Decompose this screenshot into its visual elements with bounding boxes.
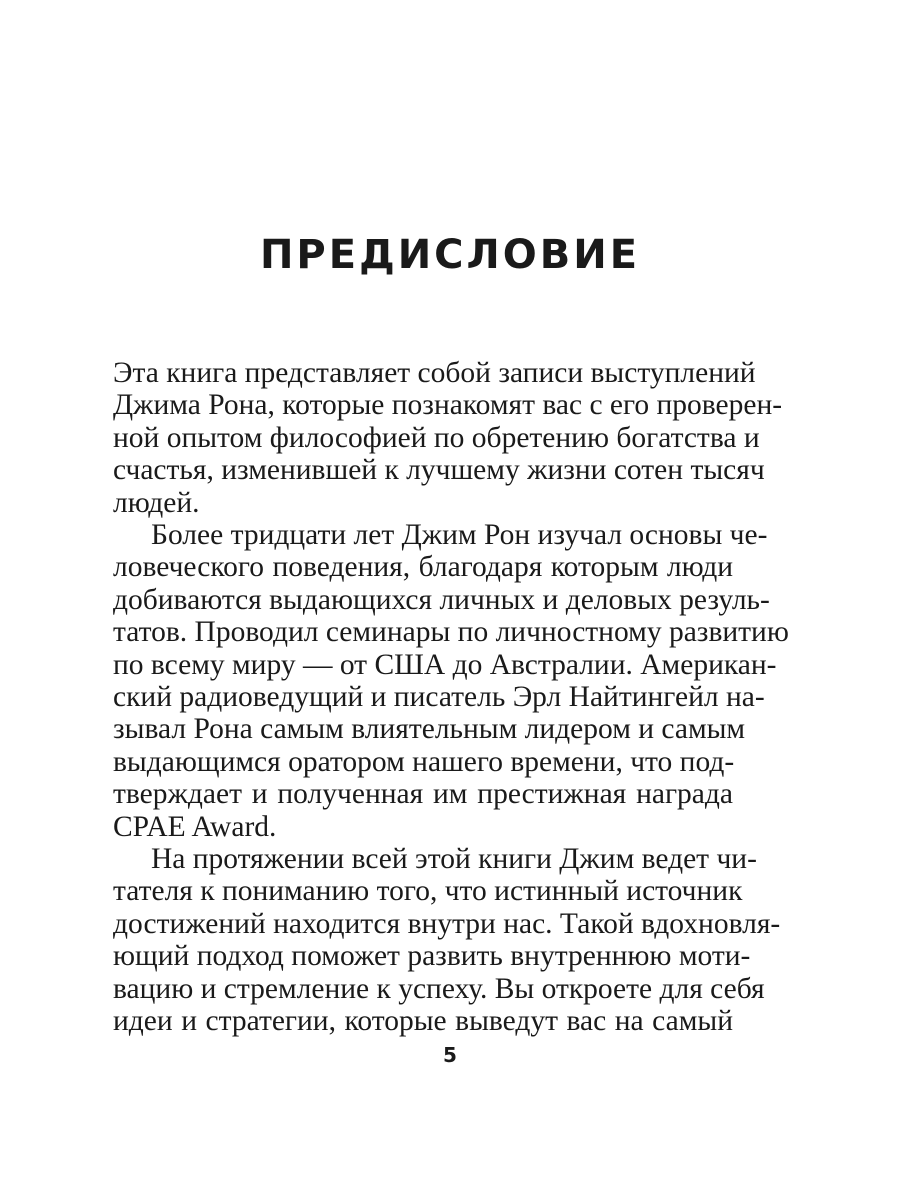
- text-line: тверждает и полученная им престижная награда: [113, 778, 733, 811]
- chapter-title: ПРЕДИСЛОВИЕ: [259, 232, 641, 278]
- text-line: вацию и стремление к успеху. Вы откроете для себя: [113, 972, 765, 1005]
- text-line: Эта книга представляет собой записи выступлений: [113, 357, 756, 389]
- text-line: тателя к пониманию того, что истинный источник: [113, 875, 743, 908]
- text-line: зывал Рона самым влиятельным лидером и самым: [113, 713, 746, 746]
- text-line: ющий подход поможет развить внутреннюю моти-: [113, 940, 751, 973]
- text-line: счастья, изменившей к лучшему жизни сотен тысяч: [113, 454, 765, 487]
- text-line: Более тридцати лет Джим Рон изучал основы че-: [151, 519, 768, 551]
- text-line: идеи и стратегии, которые выведут вас на самый: [113, 1005, 733, 1037]
- text-line: ский радиоведущий и писатель Эрл Найтингейл на-: [113, 681, 765, 713]
- text-line: На протяжении всей этой книги Джим ведет чи-: [151, 843, 757, 875]
- text-line: людей.: [113, 486, 200, 519]
- text-line: CPAE Award.: [113, 810, 277, 843]
- text-line: достижений находится внутри нас. Такой вдохновля-: [113, 907, 781, 940]
- text-line: выдающимся оратором нашего времени, что под-: [113, 745, 735, 778]
- text-line: ловеческого поведения, благодаря которым люди: [113, 551, 733, 584]
- text-line: Джима Рона, которые познакомят вас с его проверен-: [113, 389, 783, 422]
- text-line: татов. Проводил семинары по личностному развитию: [113, 616, 789, 649]
- text-line: по всему миру — от США до Австралии. Американ-: [113, 648, 777, 681]
- page-number: 5: [443, 1043, 457, 1067]
- text-line: добиваются выдающихся личных и деловых резуль-: [113, 583, 770, 616]
- text-line: ной опытом философией по обретению богатства и: [113, 421, 760, 454]
